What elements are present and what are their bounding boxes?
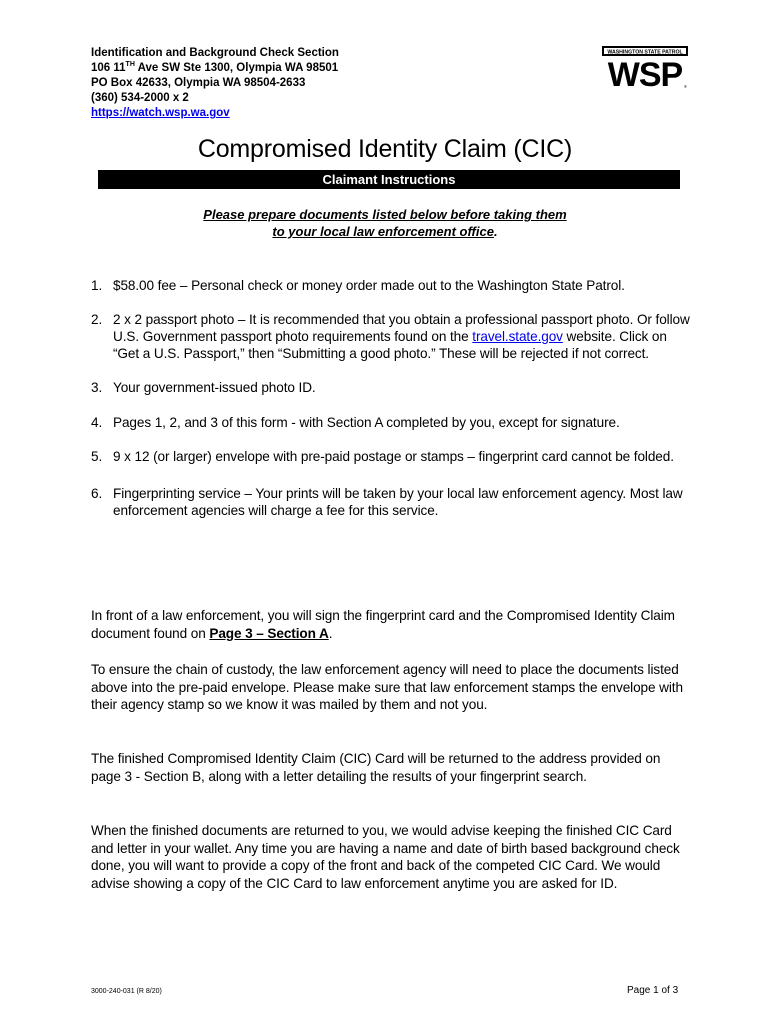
paragraph-text-end: . — [328, 625, 333, 641]
form-number: 3000-240-031 (R 8/20) — [91, 988, 162, 995]
requirements-list — [91, 277, 691, 519]
instructions-subtitle — [0, 206, 770, 240]
list-item — [91, 414, 691, 431]
paragraph-card-returned: The finished Compromised Identity Claim (CIC) Card will be returned to the address provided on page 3 - Section B, along with a letter detailing the results of your fingerprint search. — [91, 751, 661, 784]
logo-subtext: WASHINGTON STATE PATROL — [607, 49, 683, 56]
header-url-link[interactable]: https://watch.wsp.wa.gov — [91, 107, 230, 119]
header-po-box: PO Box 42633, Olympia WA 98504-2633 — [91, 77, 306, 89]
header-address-number: 106 11 — [91, 62, 126, 74]
paragraph-chain-of-custody: To ensure the chain of custody, the law enforcement agency will need to place the documents listed above into the pre-paid envelope. Please make sure that law enforcement stamps the envelope with their agency stamp so we know it was mailed by them and not you. — [91, 662, 683, 713]
subtitle-line-2: to your local law enforcement office — [272, 224, 494, 239]
page3-section-a-reference: Page 3 – Section A — [209, 625, 329, 641]
list-item — [91, 311, 691, 362]
page-title: Compromised Identity Claim (CIC) — [197, 135, 573, 163]
paragraph-sign-card — [91, 607, 691, 642]
header-address — [91, 61, 339, 76]
list-item-number: 2. — [91, 312, 103, 327]
list-item-text: website. Click on “Get a U.S. Passport,” then “Submitting a good photo.” These will be rejected if not correct. — [113, 329, 667, 361]
header-phone: (360) 534-2000 x 2 — [91, 92, 189, 104]
list-item-number: 4. — [91, 415, 103, 430]
header-contact-block — [91, 46, 339, 121]
list-item — [91, 277, 691, 294]
list-item-text: 9 x 12 (or larger) envelope with pre-paid postage or stamps – fingerprint card cannot be folded. — [113, 449, 674, 464]
list-item-text: 2 x 2 passport photo – It is recommended that you obtain a professional passport photo. Or follow U.S. Government passport photo requirements found on the — [113, 312, 690, 344]
list-item-number: 5. — [91, 449, 103, 464]
list-item — [91, 379, 691, 396]
list-item — [91, 485, 691, 519]
svg-text:®: ® — [684, 84, 687, 89]
page-number: Page 1 of 3 — [627, 985, 679, 996]
list-item-number: 3. — [91, 380, 103, 395]
header-section-name: Identification and Background Check Section — [91, 47, 339, 59]
list-item-text: Your government-issued photo ID. — [113, 380, 316, 395]
section-banner: Claimant Instructions — [98, 170, 680, 189]
list-item-number: 1. — [91, 278, 103, 293]
logo-text: WSP — [607, 56, 683, 90]
list-item — [91, 448, 691, 465]
list-item-text: Fingerprinting service – Your prints will be taken by your local law enforcement agency. Most law enforcement agencies will charge a fee for this service. — [113, 486, 683, 518]
subtitle-line-2-end: . — [493, 224, 498, 239]
subtitle-line-1: Please prepare documents listed below before taking them — [203, 207, 567, 222]
travel-state-gov-link[interactable]: travel.state.gov — [472, 329, 563, 344]
list-item-text: $58.00 fee – Personal check or money order made out to the Washington State Patrol. — [113, 278, 625, 293]
paragraph-advice: When the finished documents are returned to you, we would advise keeping the finished CIC Card and letter in your wallet. Any time you are having a name and date of birth based background check done, you will want to provide a copy of the front and back of the competed CIC Card. We would advise showing a copy of the CIC Card to law enforcement anytime you are asked for ID. — [91, 823, 680, 891]
list-item-text: Pages 1, 2, and 3 of this form - with Section A completed by you, except for signature. — [113, 415, 620, 430]
wsp-logo — [600, 44, 690, 90]
list-item-number: 6. — [91, 486, 103, 501]
header-address-rest: Ave SW Ste 1300, Olympia WA 98501 — [134, 62, 339, 74]
header-address-sup: TH — [125, 61, 135, 68]
paragraph-text: In front of a law enforcement, you will sign the fingerprint card and the Compromised Identity Claim document found on — [91, 608, 675, 641]
